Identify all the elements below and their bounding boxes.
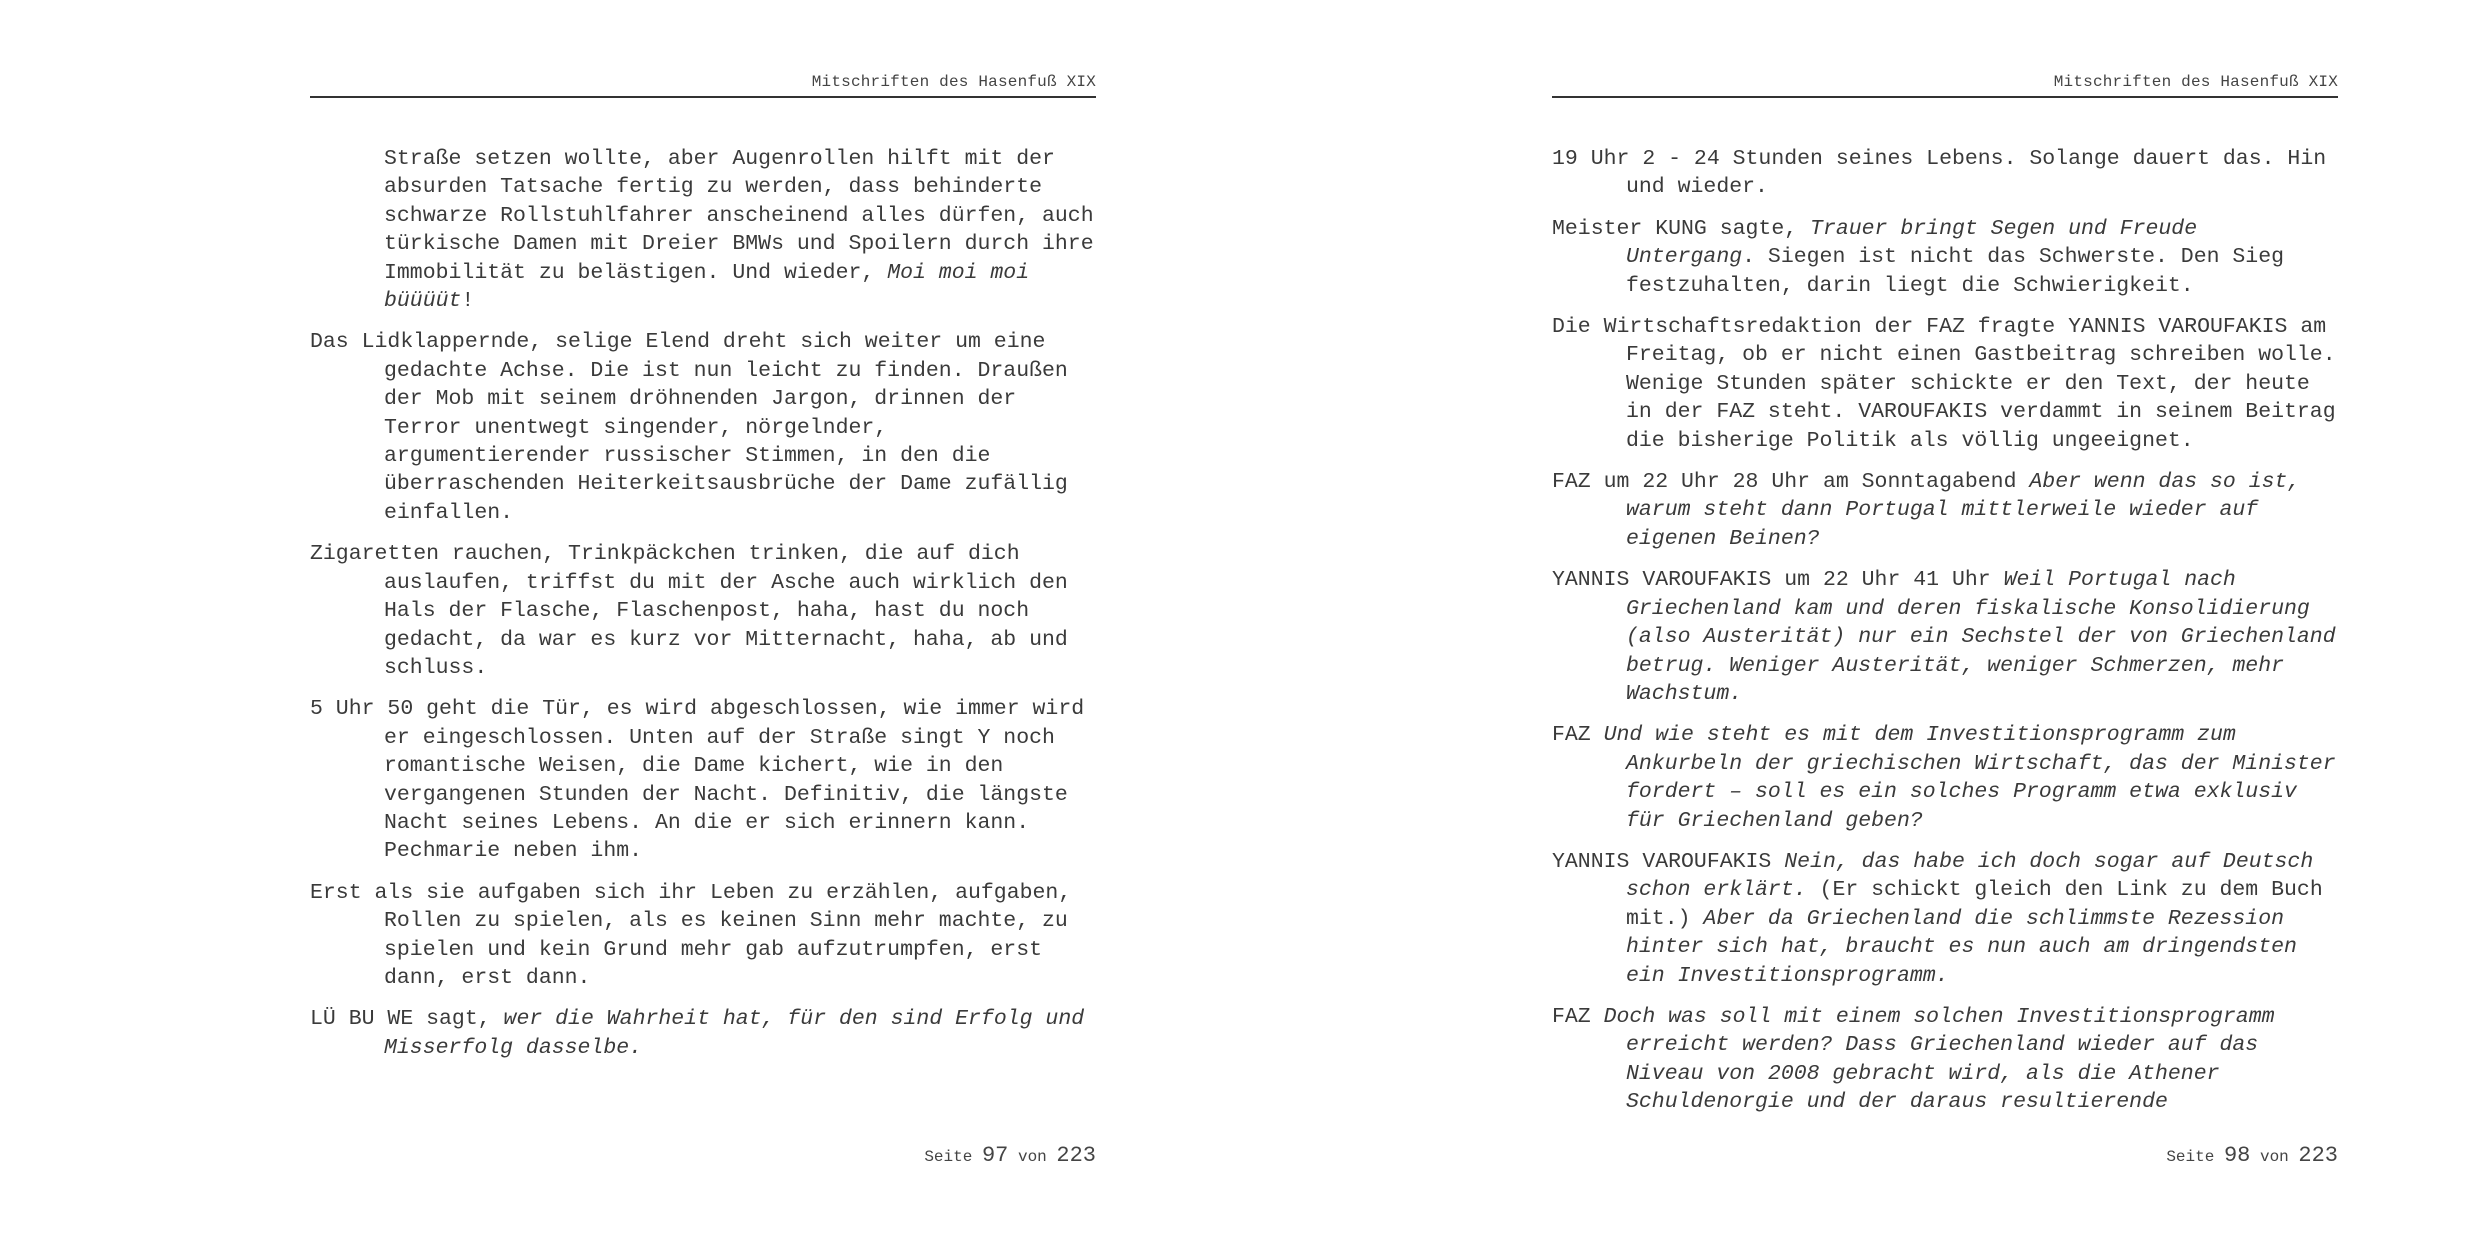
text-run: 19 Uhr 2 - 24 Stunden seines Lebens. Solange dauert das. Hin und wieder. xyxy=(1552,147,2327,200)
footer-page-number: 97 xyxy=(981,1143,1009,1168)
page-right xyxy=(1552,0,2338,1240)
italic-text-run: Aber wenn das so ist, warum steht dann Portugal mittlerweile wieder auf eigenen Beinen? xyxy=(1626,470,2301,551)
running-header: Mitschriften des Hasenfuß XIX xyxy=(2053,73,2338,91)
body-text xyxy=(1552,145,2338,1130)
text-run: LÜ BU WE sagt, xyxy=(310,1007,504,1032)
paragraph xyxy=(1552,566,2338,708)
italic-text-run: Und wie steht es mit dem Investitionsprogramm zum Ankurbeln der griechischen Wirtschaft, das der Minister fordert – soll es ein solches Programm etwa exklusiv für Griechenland geben? xyxy=(1603,723,2336,833)
text-run: Die Wirtschaftsredaktion der FAZ fragte YANNIS VAROUFAKIS am Freitag, ob er nicht einen Gastbeitrag schreiben wolle. Wenige Stunden später schickte er den Text, der heute in der FAZ steht. VAROUFAKIS verdammt in seinem Beitrag die bisherige Politik als völlig ungeeignet. xyxy=(1552,315,2336,453)
text-run: . Siegen ist nicht das Schwerste. Den Sieg festzuhalten, darin liegt die Schwierigkeit. xyxy=(1626,245,2285,298)
italic-text-run: Nein, das habe ich doch sogar auf Deutsch schon erklärt. xyxy=(1626,849,2314,903)
footer-total-pages: 223 xyxy=(1056,1143,1096,1168)
text-run: ! xyxy=(461,289,475,314)
text-run: Straße setzen wollte, aber Augenrollen hilft mit der absurden Tatsache fertig zu werden, dass behinderte schwarze Rollstuhlfahrer anscheinend alles dürfen, auch türkische Damen mit Dreier BMWs und Spoilern durch ihre Immobilität zu belästigen. Und wieder, xyxy=(384,147,1094,285)
text-run: FAZ um 22 Uhr 28 Uhr am Sonntagabend xyxy=(1552,470,2030,495)
header-divider xyxy=(1552,96,2338,98)
running-header: Mitschriften des Hasenfuß XIX xyxy=(811,73,1096,91)
page-number-footer xyxy=(1552,1143,2338,1168)
paragraph xyxy=(310,328,1096,527)
footer-page-number: 98 xyxy=(2223,1143,2251,1168)
paragraph xyxy=(310,145,1096,315)
paragraph xyxy=(310,1005,1096,1062)
paragraph xyxy=(310,540,1096,682)
text-run: YANNIS VAROUFAKIS xyxy=(1552,849,1785,874)
footer-separator: von xyxy=(2259,1148,2289,1166)
italic-text-run: Aber da Griechenland die schlimmste Rezession hinter sich hat, braucht es nun auch am dringendsten ein Investitionsprogramm. xyxy=(1626,906,2297,988)
text-run: FAZ xyxy=(1552,1004,1604,1029)
italic-text-run: Weil Portugal nach Griechenland kam und deren fiskalische Konsolidierung (also Austerität) nur ein Sechstel der von Griechenland betrug. Weniger Austerität, weniger Schmerzen, mehr Wachstum. xyxy=(1626,568,2336,706)
paragraph xyxy=(1552,215,2338,300)
italic-text-run: Moi moi moi büüüüt xyxy=(384,260,1030,314)
paragraph xyxy=(1552,721,2338,835)
page-number-footer xyxy=(310,1143,1096,1168)
text-run: YANNIS VAROUFAKIS um 22 Uhr 41 Uhr xyxy=(1552,568,2004,593)
page-left xyxy=(310,0,1096,1240)
paragraph xyxy=(1552,848,2338,990)
italic-text-run: Doch was soll mit einem solchen Investitionsprogramm erreicht werden? Dass Griechenland wieder auf das Niveau von 2008 gebracht wird, als die Athener Schuldenorgie und der daraus resultierende xyxy=(1603,1004,2275,1115)
footer-total-pages: 223 xyxy=(2298,1143,2338,1168)
italic-text-run: wer die Wahrheit hat, für den sind Erfolg und Misserfolg dasselbe. xyxy=(384,1007,1085,1060)
footer-prefix: Seite xyxy=(924,1148,973,1166)
text-run: 5 Uhr 50 geht die Tür, es wird abgeschlossen, wie immer wird er eingeschlossen. Unten auf der Straße singt Y noch romantische Weisen, die Dame kichert, wie in den vergangenen Stunden der Nacht. Definitiv, die längste Nacht seines Lebens. An die er sich erinnern kann. Pechmarie neben ihm. xyxy=(310,697,1085,864)
text-run: Meister KUNG sagte, xyxy=(1552,216,1811,241)
body-text xyxy=(310,145,1096,1075)
header-divider xyxy=(310,96,1096,98)
paragraph xyxy=(1552,145,2338,202)
paragraph xyxy=(310,695,1096,865)
paragraph xyxy=(310,879,1096,993)
text-run: Das Lidklappernde, selige Elend dreht sich weiter um eine gedachte Achse. Die ist nun leicht zu finden. Draußen der Mob mit seinem dröhnenden Jargon, drinnen der Terror unentwegt singender, nörgelnder, argumentierender russischer Stimmen, in den die überraschenden Heiterkeitsausbrüche der Dame zufällig einfallen. xyxy=(310,330,1068,525)
paragraph xyxy=(1552,468,2338,553)
text-run: (Er schickt gleich den Link zu dem Buch mit.) xyxy=(1626,878,2323,931)
text-run: Zigaretten rauchen, Trinkpäckchen trinken, die auf dich auslaufen, triffst du mit der Asche auch wirklich den Hals der Flasche, Flaschenpost, haha, hast du noch gedacht, da war es kurz vor Mitternacht, haha, ab und schluss. xyxy=(310,542,1068,680)
paragraph xyxy=(1552,313,2338,455)
text-run: Erst als sie aufgaben sich ihr Leben zu erzählen, aufgaben, Rollen zu spielen, als es keinen Sinn mehr machte, zu spielen und kein Grund mehr gab aufzutrumpfen, erst dann, erst dann. xyxy=(310,880,1072,990)
italic-text-run: Trauer bringt Segen und Freude Untergang xyxy=(1626,216,2198,270)
paragraph xyxy=(1552,1003,2338,1117)
text-run: FAZ xyxy=(1552,723,1604,748)
footer-prefix: Seite xyxy=(2166,1148,2215,1166)
footer-separator: von xyxy=(1017,1148,1047,1166)
